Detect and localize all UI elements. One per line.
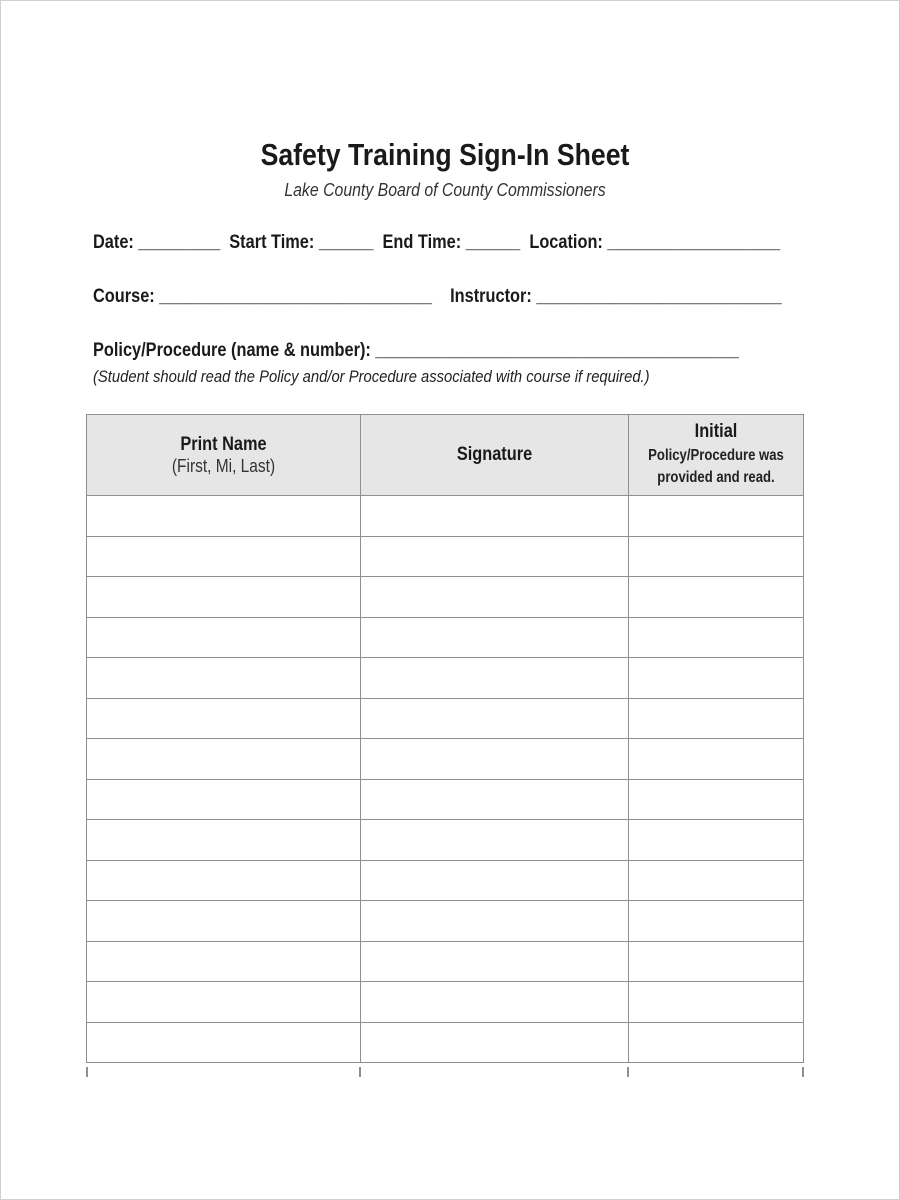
initial-cell[interactable] [629,1022,804,1063]
instructor-field[interactable]: ___________________________ [536,286,782,307]
start-time-field[interactable]: ______ [318,232,374,253]
policy-label: Policy/Procedure (name & number): [93,340,371,361]
instructor-label: Instructor: [450,286,532,307]
policy-note: (Student should read the Policy and/or Procedure associated with course if required.) [93,367,650,386]
initial-cell[interactable] [629,820,804,861]
end-time-field[interactable]: ______ [465,232,521,253]
sign-in-table [86,414,804,1063]
print-name-cell[interactable] [87,779,361,820]
course-info-line [93,286,782,308]
print-name-cell[interactable] [87,901,361,942]
print-name-cell[interactable] [87,941,361,982]
signature-cell[interactable] [361,820,629,861]
table-row [87,739,804,780]
table-row [87,820,804,861]
sign-in-rows [87,496,804,1063]
signature-cell[interactable] [361,901,629,942]
initial-cell[interactable] [629,496,804,537]
initial-cell[interactable] [629,982,804,1023]
policy-line [93,340,739,362]
initial-cell[interactable] [629,779,804,820]
signature-cell[interactable] [361,941,629,982]
end-time-label: End Time: [382,232,462,253]
signature-cell[interactable] [361,658,629,699]
page-title: Safety Training Sign-In Sheet [260,137,630,172]
signature-cell[interactable] [361,982,629,1023]
initial-cell[interactable] [629,698,804,739]
date-field[interactable]: _________ [138,232,221,253]
initial-cell[interactable] [629,658,804,699]
initial-cell[interactable] [629,941,804,982]
signature-cell[interactable] [361,496,629,537]
print-name-cell[interactable] [87,698,361,739]
header-signature [361,415,629,496]
signature-cell[interactable] [361,1022,629,1063]
table-row [87,536,804,577]
signature-cell[interactable] [361,617,629,658]
table-row [87,658,804,699]
print-name-cell[interactable] [87,577,361,618]
signature-cell[interactable] [361,698,629,739]
table-row [87,941,804,982]
initial-cell[interactable] [629,739,804,780]
table-row [87,779,804,820]
header-signature-title: Signature [456,444,533,465]
print-name-cell[interactable] [87,658,361,699]
signature-cell[interactable] [361,536,629,577]
header-print-name-title: Print Name [180,433,267,455]
table-row [87,496,804,537]
initial-cell[interactable] [629,901,804,942]
initial-cell[interactable] [629,860,804,901]
date-label: Date: [93,232,134,253]
location-label: Location: [529,232,603,253]
table-tail-right [802,1067,804,1077]
print-name-cell[interactable] [87,536,361,577]
table-row [87,982,804,1023]
course-field[interactable]: ______________________________ [159,286,432,307]
initial-cell[interactable] [629,617,804,658]
table-row [87,901,804,942]
start-time-label: Start Time: [229,232,315,253]
header-print-name [87,415,361,496]
table-tail-left [86,1067,88,1077]
initial-cell[interactable] [629,577,804,618]
page-subtitle: Lake County Board of County Commissioners [284,180,606,200]
location-field[interactable]: ___________________ [607,232,781,253]
table-header-row [87,415,804,496]
signature-cell[interactable] [361,739,629,780]
table-tail-mid1 [359,1067,361,1077]
signature-cell[interactable] [361,577,629,618]
header-initial-line2: provided and read. [657,469,775,486]
policy-field[interactable]: ________________________________________ [375,340,739,361]
course-label: Course: [93,286,155,307]
session-info-line [93,232,780,254]
signature-cell[interactable] [361,860,629,901]
header-initial-line1: Policy/Procedure was [648,447,784,464]
print-name-cell[interactable] [87,617,361,658]
table-row [87,577,804,618]
print-name-cell[interactable] [87,982,361,1023]
print-name-cell[interactable] [87,860,361,901]
print-name-cell[interactable] [87,1022,361,1063]
initial-cell[interactable] [629,536,804,577]
print-name-cell[interactable] [87,496,361,537]
header-initial-title: Initial [694,421,738,442]
header-initial [629,415,804,496]
header-print-name-sub: (First, Mi, Last) [171,455,276,476]
table-tail-mid2 [627,1067,629,1077]
print-name-cell[interactable] [87,820,361,861]
print-name-cell[interactable] [87,739,361,780]
table-row [87,860,804,901]
table-row [87,698,804,739]
table-row [87,1022,804,1063]
signature-cell[interactable] [361,779,629,820]
table-row [87,617,804,658]
